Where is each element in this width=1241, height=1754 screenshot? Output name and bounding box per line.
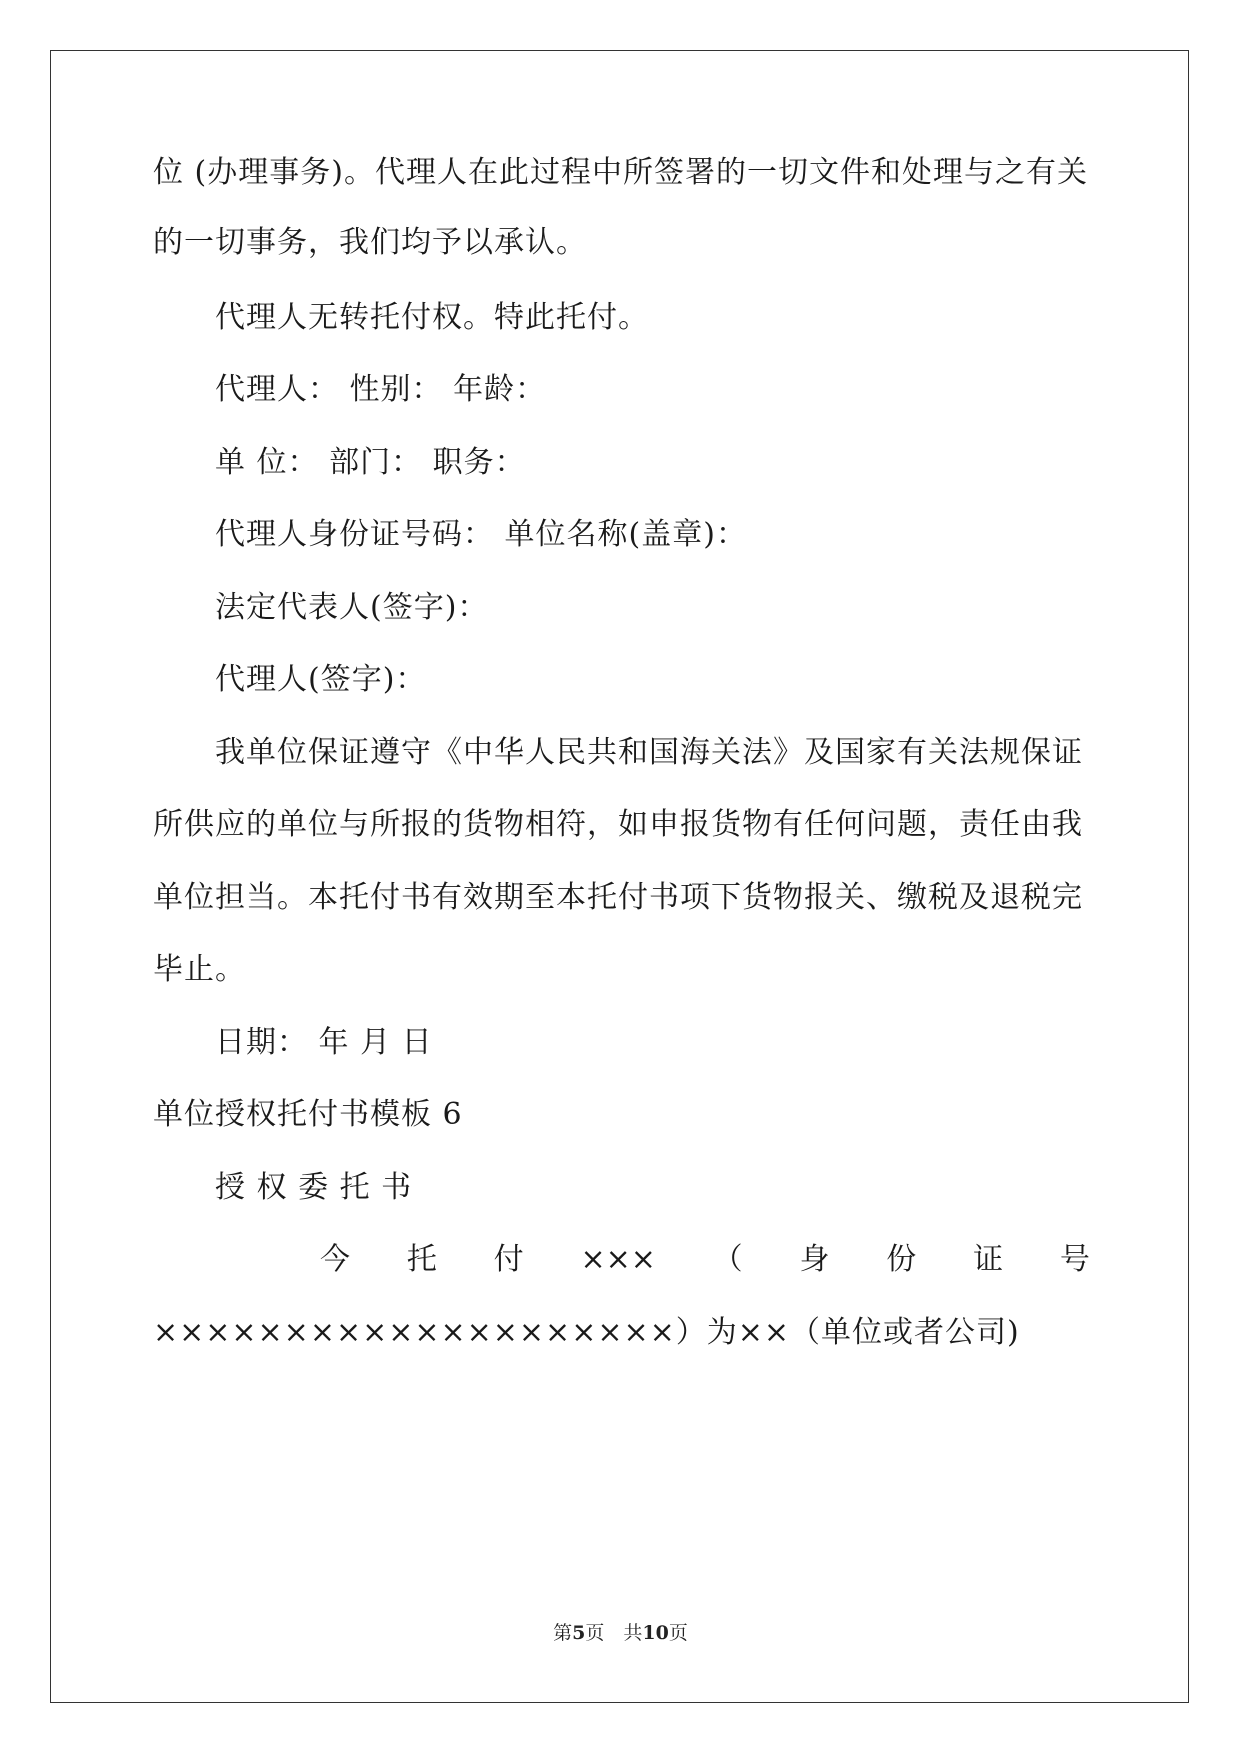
guarantee-line-4: 毕止。 (153, 952, 246, 987)
spread-char: （ (712, 1242, 743, 1277)
entrust-spread-line (320, 1240, 1090, 1280)
footer-page-number: 5 (572, 1622, 586, 1644)
date-line: 日期： 年 月 日 (215, 1025, 433, 1060)
agent-signature-line: 代理人(签字)： (215, 662, 427, 697)
section-heading: 单位授权托付书模板 6 (153, 1097, 463, 1132)
legal-rep-signature-line: 法定代表人(签字)： (215, 590, 489, 625)
spread-char: 付 (493, 1242, 524, 1277)
footer-total-pages: 10 (642, 1622, 669, 1644)
agent-info-line: 代理人： 性别： 年龄： (215, 372, 547, 407)
footer-suffix: 页 (668, 1622, 688, 1644)
id-number-line: 代理人身份证号码： 单位名称(盖章)： (215, 517, 747, 552)
body-line-1: 位 (办理事务)。代理人在此过程中所签署的一切文件和处理与之有关 (153, 155, 1088, 190)
spread-char: ××× (580, 1242, 656, 1277)
spread-char: 份 (886, 1242, 917, 1277)
footer-mid: 页 共 (585, 1622, 643, 1644)
body-line-2: 的一切事务，我们均予以承认。 (153, 225, 587, 260)
spread-char: 身 (799, 1242, 830, 1277)
guarantee-line-3: 单位担当。本托付书有效期至本托付书项下货物报关、缴税及退税完 (153, 880, 1083, 915)
spread-char: 托 (406, 1242, 437, 1277)
footer-prefix: 第 (553, 1622, 573, 1644)
spread-char: 号 (1059, 1242, 1090, 1277)
guarantee-line-1: 我单位保证遵守《中华人民共和国海关法》及国家有关法规保证 (215, 735, 1083, 770)
spread-char: 证 (973, 1242, 1004, 1277)
document-title: 授 权 委 托 书 (215, 1170, 413, 1205)
guarantee-line-2: 所供应的单位与所报的货物相符，如申报货物有任何问题，责任由我 (153, 807, 1083, 842)
spread-char: 今 (320, 1242, 350, 1277)
unit-info-line: 单 位： 部门： 职务： (215, 445, 526, 480)
body-line-3: 代理人无转托付权。特此托付。 (215, 300, 649, 335)
page-footer (0, 1621, 1241, 1645)
entrust-id-line: ××××××××××××××××××××）为××（单位或者公司) (153, 1315, 1020, 1350)
